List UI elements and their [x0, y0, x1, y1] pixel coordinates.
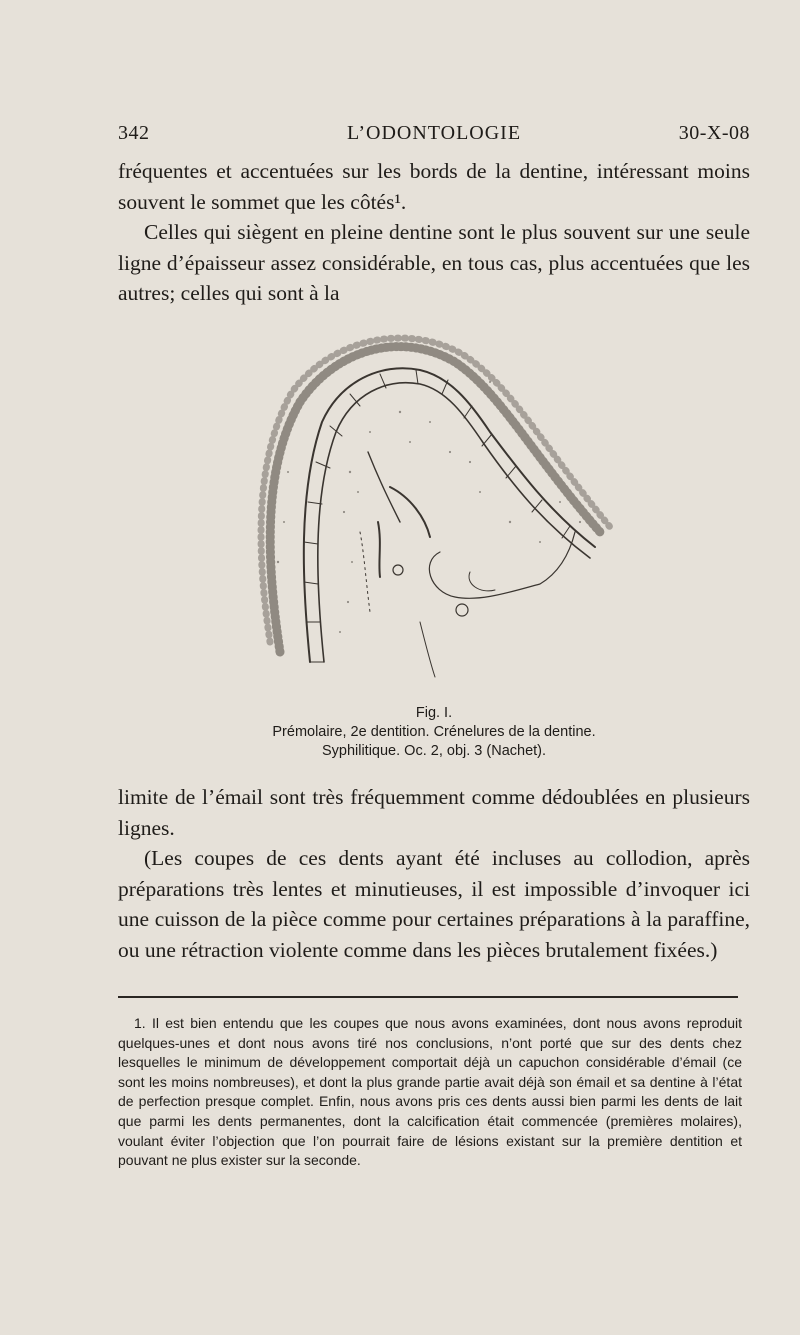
tooth-drawing	[240, 322, 620, 704]
figure-label: Fig. I.	[415, 705, 453, 721]
paragraph: (Les coupes de ces dents ayant été incluses au collodion, après préparations très lentes et minutieuses, il est impossible d’invoquer ici une cuisson de la pièce comme pour certaines préparations à la paraffine, ou une rétraction violente comme dans les pièces brutalement fixées.)	[118, 846, 750, 962]
figure-caption	[118, 704, 750, 761]
page-header	[118, 122, 750, 148]
body-text-bottom	[118, 782, 750, 965]
page-number: 342	[118, 122, 150, 144]
running-title: L’ODONTOLOGIE	[346, 122, 522, 144]
footnote-text: 1. Il est bien entendu que les coupes que nous avons examinées, dont nous avons reproduit quelques-unes et dont nous avons tiré nos conclusions, n’ont porté que sur des dents chez lesquelles le minimum de développement comportait déjà un capuchon considérable d’émail (ce sont les moins nombreuses), et dont la plus grande partie avait déjà son émail et sa dentine à l’état de perfection presque complet. Enfin, nous avons pris ces dents aussi bien parmi les dents de lait que parmi les dents permanentes, dont la calcification était commencée (premières molaires), voulant éviter l’objection que l’on pourrait faire de lésions existant sur la première dentition et pouvant ne plus exister sur la seconde.	[118, 1015, 742, 1169]
paragraph: fréquentes et accentuées sur les bords de la dentine, intéressant moins souvent le sommet que les côtés¹.	[118, 159, 750, 214]
paragraph: limite de l’émail sont très fréquemment comme dédoublées en plusieurs lignes.	[118, 785, 750, 840]
footnote-separator	[118, 996, 738, 998]
footnote	[118, 1014, 742, 1171]
paragraph: Celles qui siègent en pleine dentine sont le plus souvent sur une seule ligne d’épaisseur assez considérable, en tous cas, plus accentuées que les autres; celles qui sont à la	[118, 220, 750, 305]
issue-date: 30-X-08	[678, 122, 750, 144]
caption-line: Prémolaire, 2e dentition. Crénelures de la dentine.	[272, 724, 596, 740]
caption-line: Syphilitique. Oc. 2, obj. 3 (Nachet).	[321, 743, 547, 759]
tooth-section-illustration	[240, 322, 620, 704]
body-text-top	[118, 156, 750, 309]
